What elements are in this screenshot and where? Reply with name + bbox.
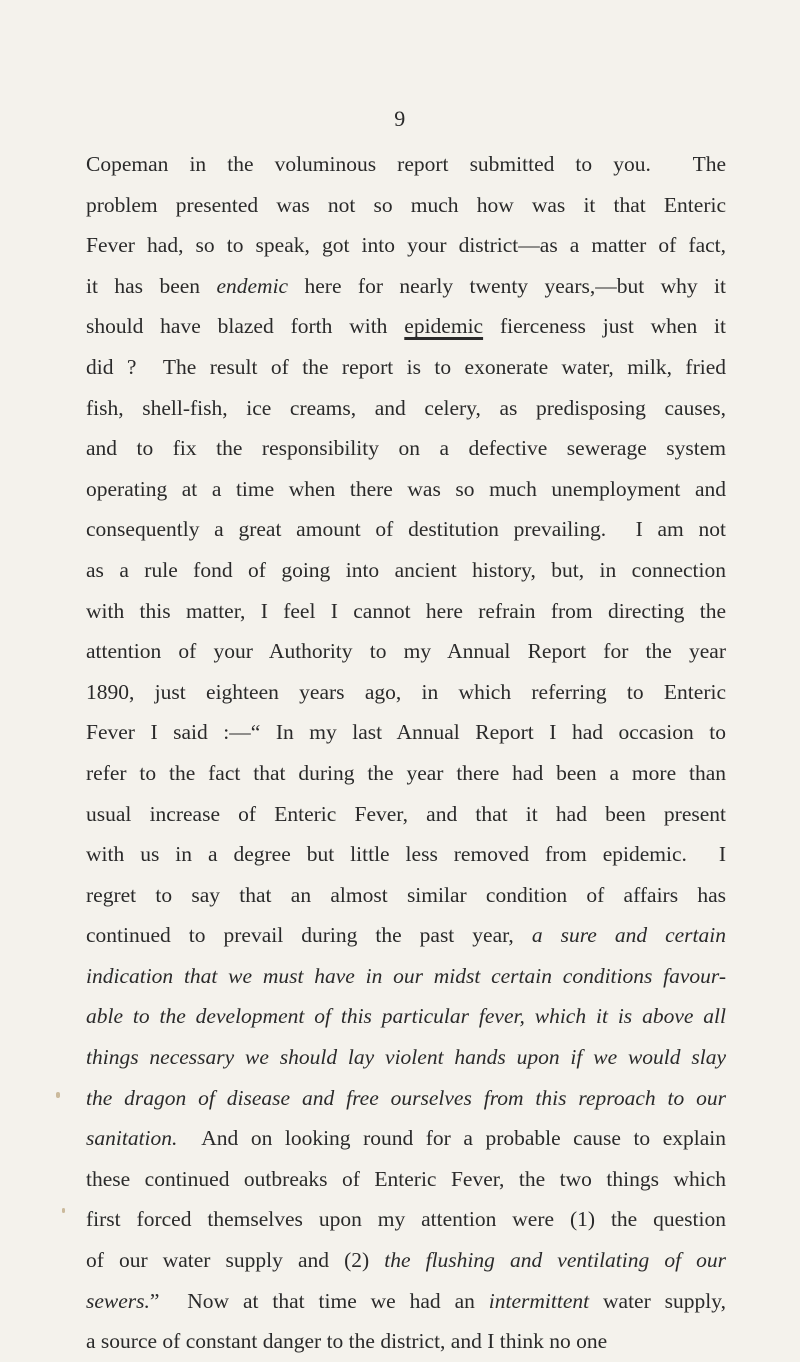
italic-text-segment: indication that we must have in our midst certain conditions favour- [86, 963, 726, 988]
text-line [86, 794, 726, 835]
text-line [86, 306, 726, 347]
text-line [86, 347, 726, 388]
text-line [86, 956, 726, 997]
paper-speck [56, 1092, 60, 1098]
text-line [86, 388, 726, 429]
text-segment: usual increase of Enteric Fever, and that it had been present [86, 801, 726, 826]
text-line [86, 1078, 726, 1119]
text-segment: first forced themselves upon my attention were (1) the question [86, 1207, 726, 1232]
text-segment: it has been [86, 273, 217, 298]
text-segment: here for nearly twenty years,—but why it [288, 273, 726, 298]
text-line [86, 1159, 726, 1200]
text-segment: continued to prevail during the past year, [86, 923, 532, 948]
italic-text-segment: the flushing and ventilating of our [384, 1248, 726, 1273]
page-number: 9 [394, 106, 406, 131]
text-line [86, 996, 726, 1037]
body-text [86, 144, 726, 1362]
text-segment: fierceness just when it [483, 314, 727, 339]
text-segment: fish, shell-fish, ice creams, and celery, as predisposing causes, [86, 395, 726, 420]
italic-text-segment: sanitation. [86, 1126, 178, 1151]
italic-text-segment: intermittent [488, 1288, 590, 1313]
text-line [86, 753, 726, 794]
text-segment: And on looking round for a probable cause to explain [177, 1126, 726, 1151]
paper-speck [62, 1208, 65, 1213]
italic-text-segment: endemic [216, 273, 289, 298]
text-line [86, 1199, 726, 1240]
text-segment: refer to the fact that during the year there had been a more than [86, 760, 726, 785]
text-segment: attention of your Authority to my Annual Report for the year [86, 639, 726, 664]
text-line [86, 672, 726, 713]
text-segment: consequently a great amount of destitution prevailing. I am not [86, 517, 726, 542]
italic-text-segment: things necessary we should lay violent hands upon if we would slay [86, 1045, 726, 1070]
text-segment: with this matter, I feel I cannot here refrain from directing the [86, 598, 726, 623]
italic-text-segment: the dragon of disease and free ourselves from this reproach to our [86, 1085, 726, 1110]
text-segment: did ? The result of the report is to exonerate water, milk, fried [86, 354, 726, 379]
text-segment: and to fix the responsibility on a defective sewerage system [86, 436, 726, 461]
text-segment: ” Now at that time we had an [149, 1288, 489, 1313]
text-segment: these continued outbreaks of Enteric Fever, the two things which [86, 1166, 726, 1191]
text-line [86, 591, 726, 632]
text-line [86, 1037, 726, 1078]
italic-text-segment: a sure and certain [531, 923, 726, 948]
text-line [86, 1321, 726, 1362]
underlined-text-segment: epidemic [404, 314, 484, 339]
text-line [86, 428, 726, 469]
text-line [86, 1281, 726, 1322]
text-segment: Fever had, so to speak, got into your district—as a matter of fact, [86, 233, 726, 258]
text-line [86, 469, 726, 510]
text-segment: operating at a time when there was so much unemployment and [86, 476, 726, 501]
italic-text-segment: sewers. [86, 1288, 150, 1313]
text-segment: of our water supply and (2) [86, 1248, 385, 1273]
text-segment: with us in a degree but little less removed from epidemic. I [86, 842, 726, 867]
text-segment: problem presented was not so much how was it that Enteric [86, 192, 726, 217]
text-line [86, 875, 726, 916]
text-line [86, 225, 726, 266]
text-line [86, 1118, 726, 1159]
text-segment: Copeman in the voluminous report submitted to you. The [86, 152, 726, 176]
text-segment: a source of constant danger to the district, and I think no one [86, 1329, 608, 1354]
text-segment: should have blazed forth with [86, 314, 405, 339]
text-line [86, 550, 726, 591]
text-line [86, 915, 726, 956]
text-segment: water supply, [589, 1288, 726, 1313]
italic-text-segment: able to the development of this particular fever, which it is above all [86, 1004, 726, 1029]
text-line [86, 144, 726, 185]
text-segment: regret to say that an almost similar condition of affairs has [86, 882, 726, 907]
text-line [86, 1240, 726, 1281]
text-line [86, 712, 726, 753]
text-line [86, 631, 726, 672]
text-segment: as a rule fond of going into ancient history, but, in connection [86, 557, 726, 582]
text-segment: 1890, just eighteen years ago, in which referring to Enteric [86, 679, 726, 704]
text-line [86, 266, 726, 307]
text-line [86, 185, 726, 226]
text-line [86, 834, 726, 875]
text-segment: Fever I said :—“ In my last Annual Report I had occasion to [86, 720, 726, 745]
text-line [86, 509, 726, 550]
